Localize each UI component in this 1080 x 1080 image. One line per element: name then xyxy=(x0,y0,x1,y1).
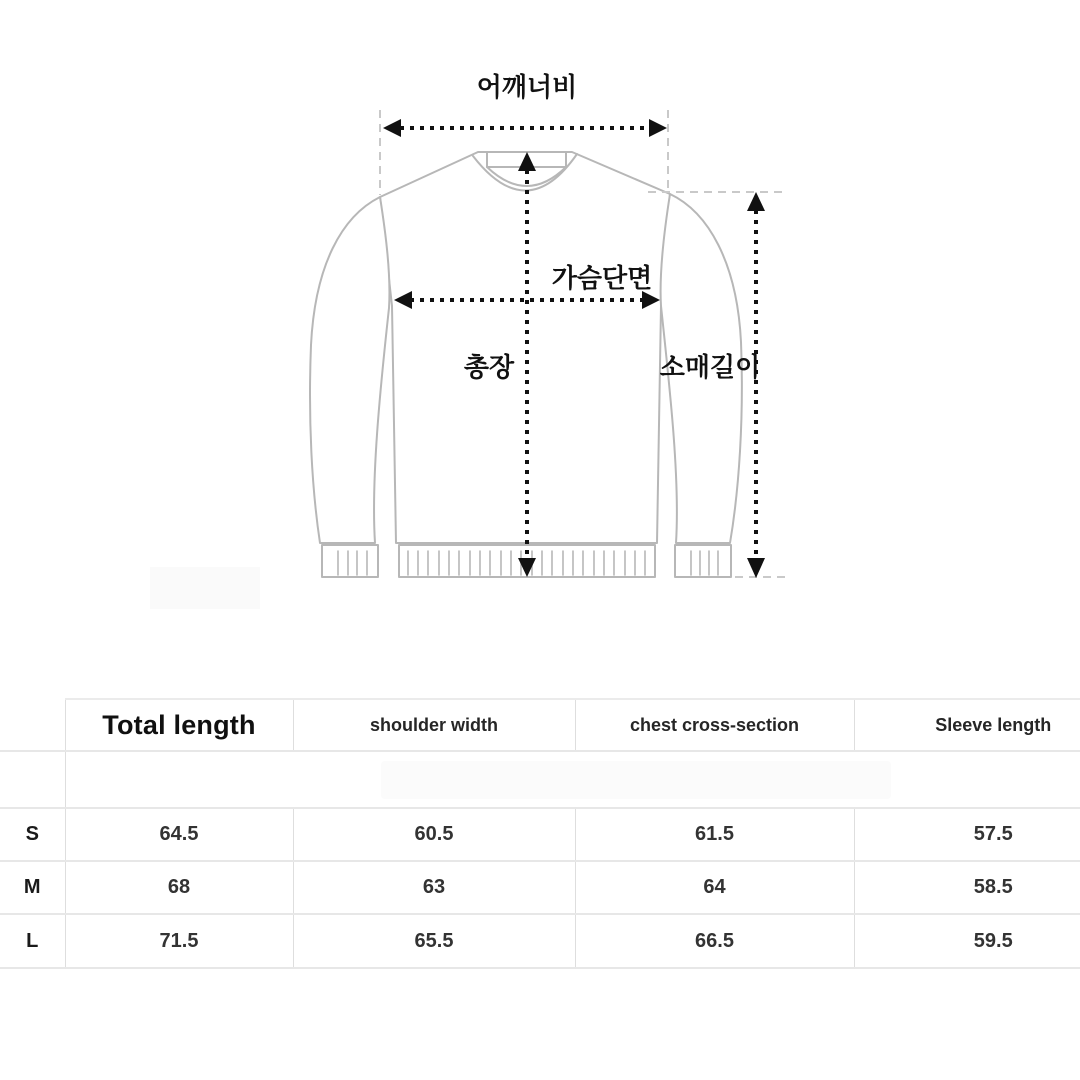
table-header-row xyxy=(0,699,1080,751)
m-total-length: 68 xyxy=(65,861,293,914)
right-cuff-band xyxy=(675,545,731,577)
sleeve-arrowhead-bottom xyxy=(747,558,765,578)
shoulder-arrowhead-left xyxy=(383,119,401,137)
left-sleeve xyxy=(310,197,389,543)
shoulder-arrowhead-right xyxy=(649,119,667,137)
l-chest-cross-section: 66.5 xyxy=(575,914,854,968)
size-label-s: S xyxy=(0,808,65,861)
table-row-l xyxy=(0,914,1080,968)
size-table xyxy=(0,698,1080,969)
table-row-m xyxy=(0,861,1080,914)
l-sleeve-length: 59.5 xyxy=(854,914,1080,968)
size-column-header xyxy=(0,699,65,751)
size-table-section xyxy=(0,698,1080,978)
table-row-s xyxy=(0,808,1080,861)
s-total-length: 64.5 xyxy=(65,808,293,861)
l-shoulder-width: 65.5 xyxy=(293,914,575,968)
spacer-cell xyxy=(65,751,1080,808)
column-header-shoulder-width: shoulder width xyxy=(293,699,575,751)
column-header-sleeve-length: Sleeve length xyxy=(854,699,1080,751)
s-chest-cross-section: 61.5 xyxy=(575,808,854,861)
s-shoulder-width: 60.5 xyxy=(293,808,575,861)
s-sleeve-length: 57.5 xyxy=(854,808,1080,861)
faint-watermark-block xyxy=(150,567,260,609)
label-shoulder-width: 어깨너비 xyxy=(476,72,578,102)
l-total-length: 71.5 xyxy=(65,914,293,968)
size-label-m: M xyxy=(0,861,65,914)
m-sleeve-length: 58.5 xyxy=(854,861,1080,914)
sleeve-arrowhead-top xyxy=(747,192,765,211)
m-shoulder-width: 63 xyxy=(293,861,575,914)
label-total-length: 총장 xyxy=(463,352,515,382)
column-header-total-length: Total length xyxy=(65,699,293,751)
m-chest-cross-section: 64 xyxy=(575,861,854,914)
left-cuff-band xyxy=(322,545,378,577)
blurred-band xyxy=(381,761,891,799)
label-chest-section: 가슴단면 xyxy=(551,263,653,293)
spacer-size-cell xyxy=(0,751,65,808)
blank-spacer-row xyxy=(0,751,1080,808)
column-header-chest-cross-section: chest cross-section xyxy=(575,699,854,751)
label-sleeve-length: 소매길이 xyxy=(659,352,761,382)
size-label-l: L xyxy=(0,914,65,968)
